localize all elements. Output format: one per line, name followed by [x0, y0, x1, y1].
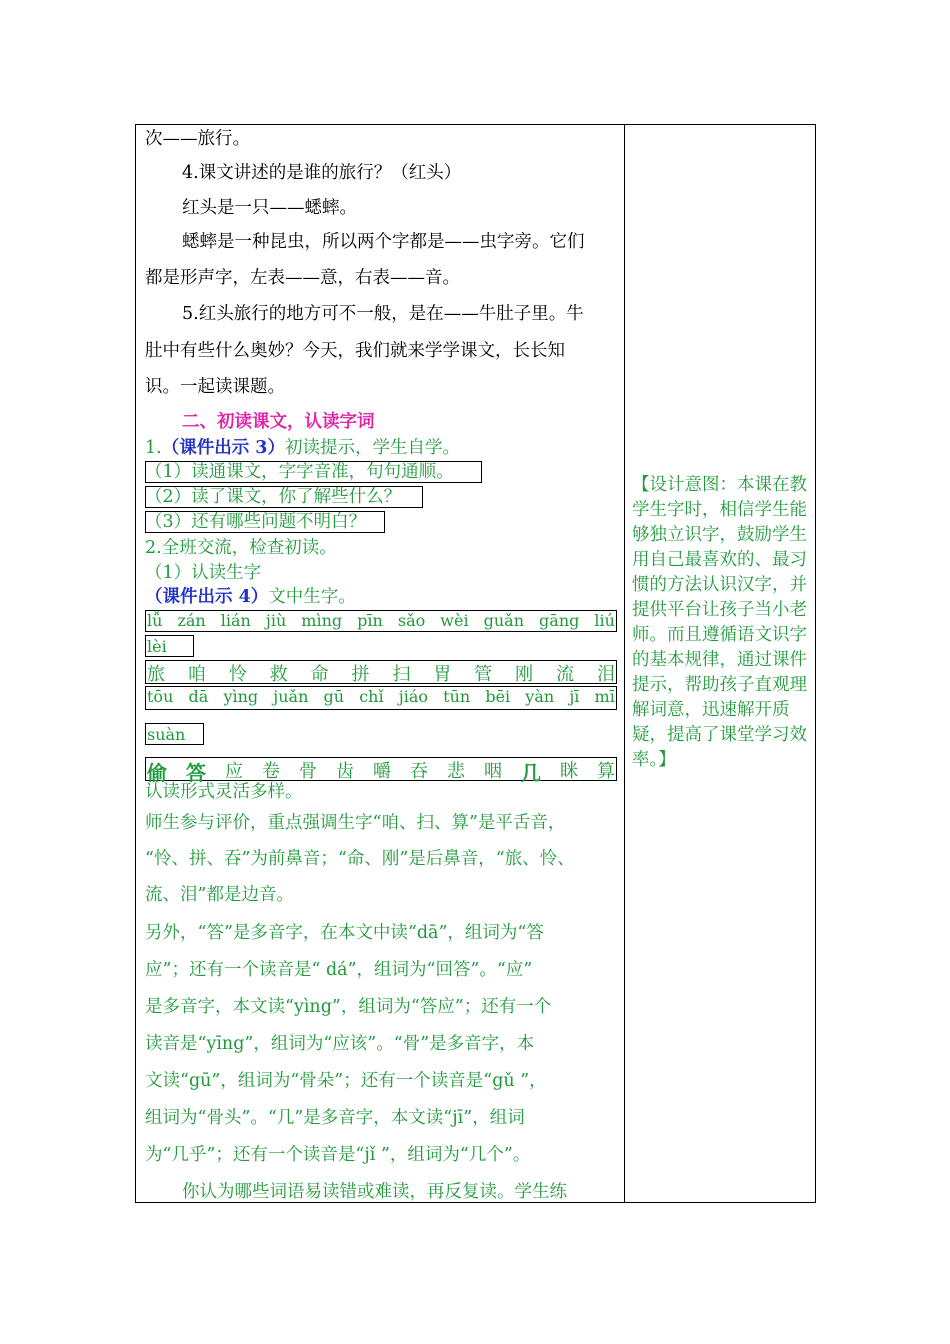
step-2: 2.全班交流，检查初读。 [145, 538, 337, 558]
step-1 [145, 436, 460, 460]
polyphone-line: 读音是“yīng”，组词为“应该”。“骨”是多音字，本 [145, 1034, 535, 1054]
hanzi-char: 咽 [484, 761, 502, 782]
hanzi-row-1 [147, 660, 615, 686]
eval-line: 师生参与评价，重点强调生字“咱、扫、算”是平舌音， [145, 813, 566, 833]
hanzi-char: 眯 [560, 761, 578, 782]
polyphone-line: 另外，“答”是多音字，在本文中读“dā”，组词为“答 [145, 923, 544, 943]
tip-3: （3）还有哪些问题不明白？ [145, 512, 367, 532]
pinyin-row-1 [147, 611, 615, 630]
pinyin-syllable: liú [594, 611, 615, 630]
section-heading: 二、初读课文，认读字词 [182, 412, 375, 432]
hanzi-char: 吞 [410, 761, 428, 782]
hanzi-char: 管 [474, 664, 493, 685]
hanzi-char: 刚 [515, 664, 534, 685]
pinyin-syllable: jiáo [398, 687, 428, 706]
hanzi-char: 扫 [392, 664, 411, 685]
pinyin-syllable: guǎn [483, 611, 524, 630]
hanzi-char: 咱 [187, 664, 206, 685]
pinyin-syllable: yàn [525, 687, 555, 706]
pinyin-syllable: bēi [485, 687, 511, 706]
polyphone-line: 组词为“骨头”。“几”是多音字，本文读“jī”，组词 [145, 1108, 525, 1128]
text-line: 蟋蟀是一种昆虫，所以两个字都是——虫字旁。它们 [182, 232, 585, 252]
polyphone-line: 应”；还有一个读音是“ dá”，组词为“回答”。“应” [145, 960, 533, 980]
step-text: 初读提示，学生自学。 [284, 438, 460, 458]
pinyin-syllable: pīn [357, 611, 383, 630]
pinyin-syllable: zán [177, 611, 206, 630]
lesson-table [135, 124, 816, 1203]
text-line: 都是形声字，左表——意，右表——音。 [145, 268, 460, 288]
hanzi-char: 命 [310, 664, 329, 685]
pinyin-row-2 [147, 687, 615, 706]
hanzi-char: 拼 [351, 664, 370, 685]
sub-step-1: （1）认读生字 [145, 563, 262, 583]
pinyin-syllable: tūn [443, 687, 471, 706]
sub-step-text: 文中生字。 [268, 587, 356, 607]
step-number: 1. [145, 438, 162, 458]
hanzi-char: 旅 [147, 664, 165, 685]
hanzi-char: 答 [186, 761, 206, 785]
text-line: 4.课文讲述的是谁的旅行？（红头） [182, 163, 462, 183]
pinyin-syllable: dā [188, 687, 209, 706]
pinyin-syllable: gāng [539, 611, 580, 630]
text-line: 识。一起读课题。 [145, 377, 285, 397]
pinyin-syllable: sǎo [397, 611, 426, 630]
pinyin-syllable: yìng [223, 687, 259, 706]
polyphone-line: 是多音字，本文读“yìng”，组词为“答应”；还有一个 [145, 997, 552, 1017]
hanzi-char: 偷 [147, 761, 167, 785]
pinyin-syllable: gū [323, 687, 345, 706]
text-line: 肚中有些什么奥妙？今天，我们就来学学课文，长长知 [145, 341, 565, 361]
pinyin-syllable: jiù [265, 611, 287, 630]
hanzi-char: 应 [225, 761, 243, 782]
hanzi-char: 卷 [262, 761, 280, 782]
hanzi-char: 几 [521, 761, 541, 785]
pinyin-syllable: jī [569, 687, 580, 706]
pinyin-syllable: juǎn [273, 687, 309, 706]
tip-1: （1）读通课文，字字音准，句句通顺。 [145, 462, 454, 482]
hanzi-char: 算 [597, 761, 615, 782]
polyphone-line: 为“几乎”；还有一个读音是“jǐ ”，组词为“几个”。 [145, 1145, 531, 1165]
pinyin-syllable: tōu [147, 687, 174, 706]
courseware-tag: （课件出示 3） [161, 438, 285, 458]
text-line: 5.红头旅行的地方可不一般，是在——牛肚子里。牛 [182, 304, 584, 324]
pinyin-syllable: mī [594, 687, 615, 706]
sub-step-1-tag [145, 585, 356, 609]
polyphone-line: 文读“gū”，组词为“骨朵”；还有一个读音是“gǔ ”， [145, 1071, 547, 1091]
text-line: 次——旅行。 [145, 129, 250, 149]
hanzi-char: 流 [556, 664, 575, 685]
eval-line: “怜、拼、吞”为前鼻音；“命、刚”是后鼻音，“旅、怜、 [145, 849, 575, 869]
hanzi-char: 救 [269, 664, 288, 685]
eval-line: 流、泪”都是边音。 [145, 885, 294, 905]
hanzi-char: 齿 [336, 761, 354, 782]
pinyin-syllable: wèi [440, 611, 469, 630]
text-line: 红头是一只——蟋蟀。 [182, 198, 357, 218]
pinyin-syllable: chǐ [359, 687, 384, 706]
read-form: 认读形式灵活多样。 [145, 782, 303, 802]
hanzi-char: 悲 [447, 761, 465, 782]
hanzi-char: 泪 [596, 664, 615, 685]
column-divider [624, 125, 625, 1202]
hanzi-char: 怜 [228, 664, 247, 685]
pinyin-syllable: lǚ [147, 611, 163, 630]
hanzi-char: 胃 [433, 664, 452, 685]
hanzi-char: 嚼 [373, 761, 391, 782]
hanzi-char: 骨 [299, 761, 317, 782]
design-intent-note: 【设计意图：本课在教学生字时，相信学生能够独立识字，鼓励学生用自己最喜欢的、最习惯的方法认识汉字，并提供平台让孩子当小老师。而且遵循语文识字的基本规律，通过课件提示，帮助孩子直观理解词意，迅速解开质疑，提高了课堂学习效率。】 [632, 475, 807, 770]
pinyin-row-1-tail: lèi [147, 637, 167, 656]
pinyin-syllable: lián [220, 611, 251, 630]
pinyin-syllable: mìng [301, 611, 343, 630]
tip-2: （2）读了课文，你了解些什么？ [145, 487, 402, 507]
pinyin-row-2-tail: suàn [147, 725, 186, 744]
practice-line: 你认为哪些词语易读错或难读，再反复读。学生练 [182, 1182, 567, 1202]
courseware-tag: （课件出示 4） [145, 587, 269, 607]
